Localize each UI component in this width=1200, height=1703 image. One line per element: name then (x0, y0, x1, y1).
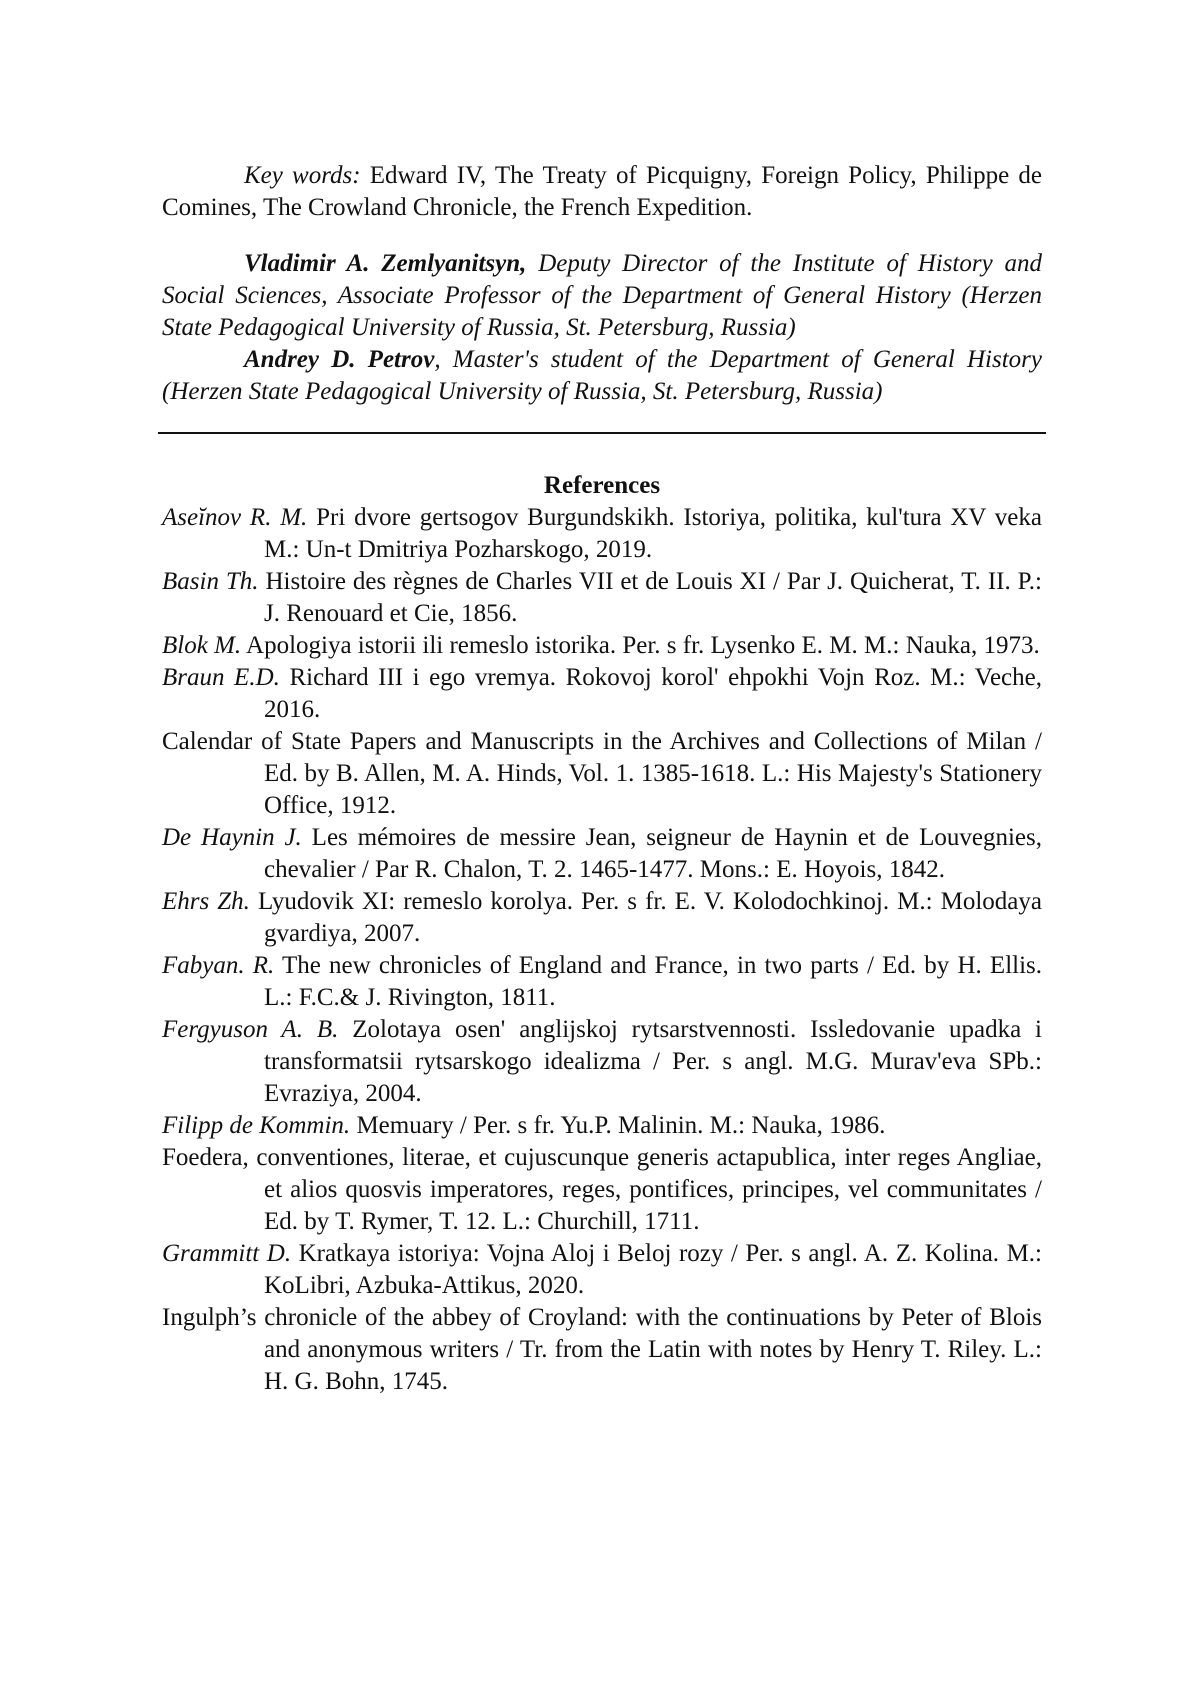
reference-text: Kratkaya istoriya: Vojna Aloj i Beloj rozy / Per. s angl. A. Z. Kolina. M.: KoLibri, Azbuka-Attikus, 2020. (264, 1240, 1042, 1299)
references-heading: References (162, 470, 1042, 502)
reference-author: Fergyuson A. B. (162, 1016, 338, 1043)
reference-item (162, 950, 1042, 1014)
reference-author: Braun E.D. (162, 664, 280, 691)
keywords-label: Key words: (244, 162, 361, 189)
reference-item (162, 1302, 1042, 1398)
reference-text: Histoire des règnes de Charles VII et de Louis XI / Par J. Quicherat, T. II. P.: J. Renouard et Cie, 1856. (259, 568, 1042, 627)
author-description: , Master's student of the Department of General History (Herzen State Pedagogical University of Russia, St. Petersburg, Russia) (162, 346, 1042, 405)
reference-author: Fabyan. R. (162, 952, 274, 979)
reference-text: Lyudovik XI: remeslo korolya. Per. s fr. E. V. Kolodochkinoj. M.: Molodaya gvardiya, 2007. (250, 888, 1042, 947)
reference-item (162, 1014, 1042, 1110)
reference-text: Memuary / Per. s fr. Yu.P. Malinin. M.: Nauka, 1986. (350, 1112, 885, 1139)
author-info (162, 248, 1042, 408)
reference-text: Pri dvore gertsogov Burgundskikh. Istoriya, politika, kul'tura XV veka M.: Un-t Dmitriya Pozharskogo, 2019. (264, 504, 1042, 563)
reference-text: Foedera, conventiones, literae, et cujuscunque generis actapublica, inter reges Angliae, et alios quosvis imperatores, reges, pontifices, principes, vel communitates / Ed. by T. Rymer, T. 12. L.: Churchill, 1711. (162, 1144, 1042, 1235)
reference-text: Calendar of State Papers and Manuscripts in the Archives and Collections of Milan / Ed. by B. Allen, M. A. Hinds, Vol. 1. 1385-1618. L.: His Majesty's Stationery Office, 1912. (162, 728, 1042, 819)
reference-text: Ingulph’s chronicle of the abbey of Croyland: with the continuations by Peter of Blois and anonymous writers / Tr. from the Latin with notes by Henry T. Riley. L.: H. G. Bohn, 1745. (162, 1304, 1042, 1395)
section-divider (158, 432, 1046, 434)
reference-author: Blok M. (162, 632, 241, 659)
reference-item (162, 566, 1042, 630)
reference-text: Apologiya istorii ili remeslo istorika. Per. s fr. Lysenko E. M. M.: Nauka, 1973. (241, 632, 1040, 659)
reference-author: Aseĭnov R. M. (162, 504, 307, 531)
author-entry (162, 344, 1042, 408)
reference-item (162, 1110, 1042, 1142)
reference-item (162, 1142, 1042, 1238)
reference-item (162, 822, 1042, 886)
reference-item (162, 630, 1042, 662)
reference-author: Ehrs Zh. (162, 888, 250, 915)
reference-author: De Haynin J. (162, 824, 302, 851)
reference-list (162, 502, 1042, 1398)
reference-text: Zolotaya osen' anglijskoj rytsarstvennosti. Issledovanie upadka i transformatsii rytsarskogo idealizma / Per. s angl. M.G. Murav'eva SPb.: Evraziya, 2004. (264, 1016, 1042, 1107)
author-name: Andrey D. Petrov (244, 346, 434, 373)
reference-author: Grammitt D. (162, 1240, 291, 1267)
author-entry (162, 248, 1042, 344)
reference-author: Filipp de Kommin. (162, 1112, 350, 1139)
reference-item (162, 886, 1042, 950)
reference-text: The new chronicles of England and France, in two parts / Ed. by H. Ellis. L.: F.C.& J. Rivington, 1811. (264, 952, 1042, 1011)
reference-item (162, 726, 1042, 822)
reference-author: Basin Th. (162, 568, 259, 595)
reference-text: Les mémoires de messire Jean, seigneur de Haynin et de Louvegnies, chevalier / Par R. Chalon, T. 2. 1465-1477. Mons.: E. Hoyois, 1842. (264, 824, 1042, 883)
reference-text: Richard III i ego vremya. Rokovoj korol' ehpokhi Vojn Roz. M.: Veche, 2016. (264, 664, 1042, 723)
reference-item (162, 502, 1042, 566)
keywords-paragraph (162, 160, 1042, 224)
reference-item (162, 1238, 1042, 1302)
keywords-text: Edward IV, The Treaty of Picquigny, Foreign Policy, Philippe de Comines, The Crowland Chronicle, the French Expedition. (162, 162, 1042, 221)
author-description: Deputy Director of the Institute of History and Social Sciences, Associate Professor of the Department of General History (Herzen State Pedagogical University of Russia, St. Petersburg, Russia) (162, 250, 1042, 341)
document-page (162, 160, 1042, 1398)
author-name: Vladimir A. Zemlyanitsyn, (244, 250, 526, 277)
reference-item (162, 662, 1042, 726)
